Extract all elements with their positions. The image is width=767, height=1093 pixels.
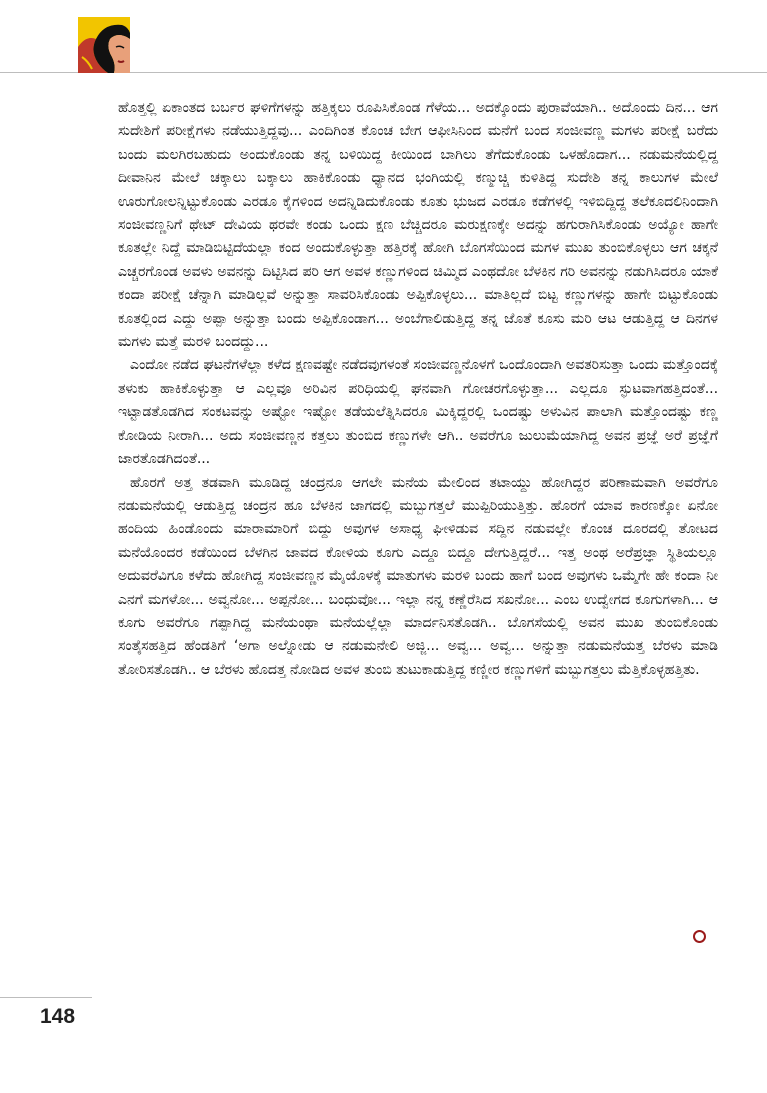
ring-end-mark-icon: [693, 930, 706, 943]
paragraph-3: ಹೊರಗೆ ಅತ್ತ ತಡವಾಗಿ ಮೂಡಿದ್ದ ಚಂದ್ರನೂ ಆಗಲೇ ಮನೆಯ ಮೇಲಿಂದ ತಟಾಯ್ದು ಹೋಗಿದ್ದರ ಪರಿಣಾಮವಾಗಿ ಅವರೆಗೂ ನಡುಮನೆಯಲ್ಲಿ ಆಡುತ್ತಿದ್ದ ಚಂದ್ರನ ಹೂ ಬೆಳಕಿನ ಜಾಗದಲ್ಲಿ ಮಬ್ಬುಗತ್ತಲೆ ಮುಪ್ಪಿರಿಯುತ್ತಿತ್ತು. ಹೊರಗೆ ಯಾವ ಕಾರಣಕ್ಕೋ ಏನೋ ಹಂದಿಯ ಹಿಂಡೊಂದು ಮಾರಾಮಾರಿಗೆ ಬಿದ್ದು ಅವುಗಳ ಅಸಾಧ್ಯ ಘೀಳಿಡುವ ಸದ್ದಿನ ನಡುವಲ್ಲೇ ಕೊಂಚ ದೂರದಲ್ಲಿ ತೋಟದ ಮನೆಯೊಂದರ ಕಡೆಯಿಂದ ಬೆಳಗಿನ ಜಾವದ ಕೋಳಿಯ ಕೂಗು ಎದ್ದೂ ಬಿದ್ದೂ ದೇಗುತ್ತಿದ್ದರೆ... ಇತ್ತ ಅಂಥ ಅರೆಪ್ರಜ್ಞಾ ಸ್ಥಿತಿಯಲ್ಲೂ ಅದುವರೆವಿಗೂ ಕಳೆದು ಹೋಗಿದ್ದ ಸಂಜೀವಣ್ಣನ ಮೈಯೊಳಕ್ಕೆ ಮಾತುಗಳು ಮರಳಿ ಬಂದು ಹಾಗೆ ಬಂದ ಅವುಗಳು ಒಮ್ಮೆಗೇ ಹೇ ಕಂದಾ ನೀ ಎನಗೆ ಮಗಳೋ... ಅವ್ವನೋ... ಅಪ್ಪನೋ... ಬಂಧುವೋ... ಇಲ್ಲಾ ನನ್ನ ಕಣ್ಣೆರೆಸಿದ ಸಖನೋ... ಎಂಬ ಉದ್ವೇಗದ ಕೂಗುಗಳಾಗಿ... ಆ ಕೂಗು ಅವರೆಗೂ ಗಪ್ಪಾಗಿದ್ದ ಮನೆಯಂಥಾ ಮನೆಯಲ್ಲೆಲ್ಲಾ ಮಾರ್ದನಿಸತೊಡಗಿ.. ಬೊಗಸೆಯಲ್ಲಿ ಅವನ ಮುಖ ತುಂಬಿಕೊಂಡು ಸಂತೈಸಹತ್ತಿದ ಹೆಂಡತಿಗೆ ‘ಅಗಾ ಅಲ್ನೋಡು ಆ ನಡುಮನೇಲಿ ಅಜ್ಜಿ... ಅವ್ವ... ಅವ್ವ... ಅನ್ನುತ್ತಾ ನಡುಮನೆಯತ್ತ ಬೆರಳು ಮಾಡಿ ತೋರಿಸತೊಡಗಿ.. ಆ ಬೆರಳು ಹೊದತ್ತ ನೋಡಿದ ಅವಳ ತುಂಬಿ ತುಟುಕಾಡುತ್ತಿದ್ದ ಕಣ್ಣೀರ ಕಣ್ಣುಗಳಿಗೆ ಮಬ್ಬುಗತ್ತಲು ಮೆತ್ತಿಕೊಳ್ಳಹತ್ತಿತು.: [118, 474, 718, 678]
page-number: 148: [40, 1005, 76, 1028]
portrait-logo-icon: [78, 17, 130, 73]
footer-rule: [0, 997, 92, 998]
paragraph-1: ಹೊತ್ತಲ್ಲಿ ಏಕಾಂತದ ಬರ್ಬರ ಘಳಿಗೆಗಳನ್ನು ಹತ್ತಿಕ್ಕಲು ರೂಪಿಸಿಕೊಂಡ ಗೆಳೆಯ... ಅದಕ್ಕೊಂದು ಪುರಾವೆಯಾಗಿ.. ಅದೊಂದು ದಿನ... ಆಗ ಸುದೇಶಿಗೆ ಪರೀಕ್ಷೆಗಳು ನಡೆಯುತ್ತಿದ್ದವು... ಎಂದಿಗಿಂತ ಕೊಂಚ ಬೇಗ ಆಫೀಸಿನಿಂದ ಮನೆಗೆ ಬಂದ ಸಂಜೀವಣ್ಣ ಮಗಳು ಪರೀಕ್ಷೆ ಬರೆದು ಬಂದು ಮಲಗಿರಬಹುದು ಅಂದುಕೊಂಡು ತನ್ನ ಬಳಿಯಿದ್ದ ಕೀಯಿಂದ ಬಾಗಿಲು ತೆಗೆದುಕೊಂಡು ಒಳಹೊದಾಗ... ನಡುಮನೆಯಲ್ಲಿದ್ದ ದೀವಾನಿನ ಮೇಲೆ ಚಕ್ಕಾಲು ಬಕ್ಕಾಲು ಹಾಕಿಕೊಂಡು ಧ್ಯಾನದ ಭಂಗಿಯಲ್ಲಿ ಕಣ್ಮುಚ್ಚಿ ಕುಳಿತಿದ್ದ ಸುದೇಶಿ ತನ್ನ ಕಾಲುಗಳ ಮೇಲೆ ಊರುಗೋಲನ್ನಿಟ್ಟುಕೊಂಡು ಎರಡೂ ಕೈಗಳಿಂದ ಅದನ್ನಿಡಿದುಕೊಂಡು ಕೂತು ಭುಜದ ಎರಡೂ ಕಡೆಗಳಲ್ಲಿ ಇಳಿಬಿದ್ದಿದ್ದ ತಲೆಕೂದಲಿನಿಂದಾಗಿ ಸಂಜೀವಣ್ಣನಿಗೆ ಥೇಟ್ ದೇವಿಯ ಥರವೇ ಕಂಡು ಒಂದು ಕ್ಷಣ ಬೆಚ್ಚಿದರೂ ಮರುಕ್ಷಣಕ್ಕೇ ಅದನ್ನು ಹಗುರಾಗಿಸಿಕೊಂಡು ಅಯ್ಯೋ ಹಾಗೇ ಕೂತಲ್ಲೇ ನಿದ್ದೆ ಮಾಡಿಬಿಟ್ಟಿದೆಯಲ್ಲಾ ಕಂದ ಅಂದುಕೊಳ್ಳುತ್ತಾ ಹತ್ತಿರಕ್ಕೆ ಹೋಗಿ ಬೊಗಸೆಯಿಂದ ಮಗಳ ಮುಖ ತುಂಬಿಕೊಳ್ಳಲು ಆಗ ಚಕ್ಕನೆ ಎಚ್ಚರಗೊಂಡ ಅವಳು ಅವನನ್ನು ದಿಟ್ಟಿಸಿದ ಪರಿ ಆಗ ಅವಳ ಕಣ್ಣುಗಳಿಂದ ಚಿಮ್ಮಿದ ಎಂಥದೋ ಬೆಳಕಿನ ಗರಿ ಅವನನ್ನು ನಡುಗಿಸಿದರೂ ಯಾಕೆ ಕಂದಾ ಪರೀಕ್ಷೆ ಚೆನ್ನಾಗಿ ಮಾಡಿಲ್ಲವೆ ಅನ್ನುತ್ತಾ ಸಾವರಿಸಿಕೊಂಡು ಅಪ್ಪಿಕೊಳ್ಳಲು... ಮಾತಿಲ್ಲದೆ ಬಿಟ್ಟ ಕಣ್ಣುಗಳನ್ನು ಹಾಗೇ ಬಿಟ್ಟುಕೊಂಡು ಕೂತಲ್ಲಿಂದ ಎದ್ದು ಅಪ್ಪಾ ಅನ್ನುತ್ತಾ ಬಂದು ಅಪ್ಪಿಕೊಂಡಾಗ... ಅಂಬೆಗಾಲಿಡುತ್ತಿದ್ದ ತನ್ನ ಜೊತೆ ಕೂಸು ಮರಿ ಆಟ ಆಡುತ್ತಿದ್ದ ಆ ದಿನಗಳ ಮಗಳು ಮತ್ತೆ ಮರಳಿ ಬಂದದ್ದು...: [118, 100, 718, 351]
article-body: [118, 97, 718, 682]
paragraph-2: ಎಂದೋ ನಡೆದ ಘಟನೆಗಳೆಲ್ಲಾ ಕಳೆದ ಕ್ಷಣವಷ್ಟೇ ನಡೆದವುಗಳಂತೆ ಸಂಜೀವಣ್ಣನೊಳಗೆ ಒಂದೊಂದಾಗಿ ಅವತರಿಸುತ್ತಾ ಒಂದು ಮತ್ತೊಂದಕ್ಕೆ ತಳುಕು ಹಾಕಿಕೊಳ್ಳುತ್ತಾ ಆ ಎಲ್ಲವೂ ಅರಿವಿನ ಪರಿಧಿಯಲ್ಲಿ ಘನವಾಗಿ ಗೋಚರಗೊಳ್ಳುತ್ತಾ... ಎಲ್ಲದೂ ಸ್ಫುಟವಾಗಹತ್ತಿದಂತೆ... ಇಟ್ಟಾಡತೊಡಗಿದ ಸಂಕಟವನ್ನು ಅಷ್ಟೋ ಇಷ್ಟೋ ತಡೆಯಲೆತ್ನಿಸಿದರೂ ಮಿಕ್ಕಿದ್ದರಲ್ಲಿ ಒಂದಷ್ಟು ಅಳುವಿನ ಪಾಲಾಗಿ ಮತ್ತೊಂದಷ್ಟು ಕಣ್ಣ ಕೋಡಿಯ ನೀರಾಗಿ... ಅದು ಸಂಜೀವಣ್ಣನ ಕತ್ತಲು ತುಂಬಿದ ಕಣ್ಣುಗಳೇ ಆಗಿ.. ಅವರೆಗೂ ಜುಲುಮೆಯಾಗಿದ್ದ ಅವನ ಪ್ರಜ್ಞೆ ಅರೆ ಪ್ರಜ್ಞೆಗೆ ಜಾರತೊಡಗಿದಂತೆ...: [118, 357, 718, 468]
